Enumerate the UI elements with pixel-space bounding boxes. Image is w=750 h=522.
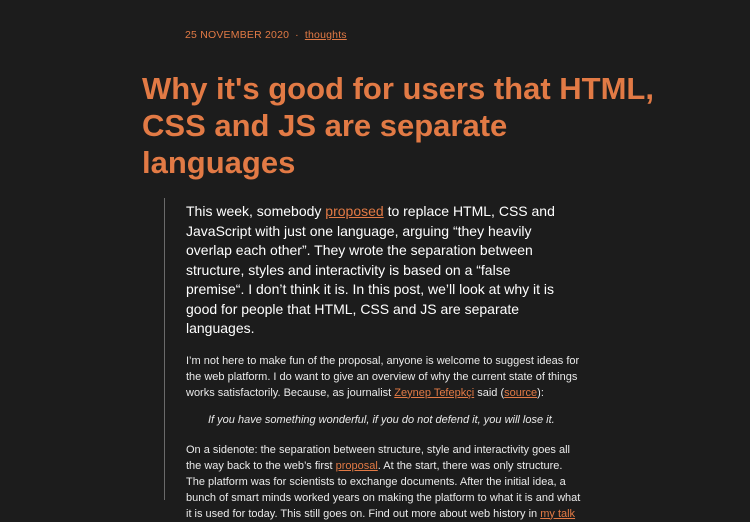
sidenote-paragraph [186, 442, 581, 522]
post-date: 25 NOVEMBER 2020 [185, 29, 290, 41]
proposed-link[interactable]: proposed [325, 203, 384, 219]
sidenote-text-2: . At the start, there was only structure. The platform was for scientists to exchange documents. After the initial idea, a bunch of smart minds worked years on making the platform to what it is and what it is used for today. This still goes on. Find out more about web history in [186, 459, 581, 520]
lede-text-2: to replace HTML, CSS and JavaScript with just one language, arguing “they heavily overlap each other”. They wrote the separation between structure, styles and interactivity is based on a “false premise“. I don’t think it is. In this post, we’ll look at why it is good for people that HTML, CSS and JS are separate languages. [186, 203, 555, 336]
author-link[interactable]: Zeynep Tefepkçi [394, 386, 475, 399]
intro-text-2: said ( [474, 386, 505, 399]
post-title: Why it's good for users that HTML, CSS and JS are separate languages [142, 71, 654, 180]
sidenote-text-1: On a sidenote: the separation between structure, style and interactivity goes all the way back to the web’s first [186, 443, 570, 472]
intro-text-3: ): [537, 386, 544, 399]
post-meta [185, 29, 347, 41]
intro-paragraph [186, 353, 581, 401]
meta-separator: · [295, 29, 299, 41]
lede-paragraph [186, 198, 566, 339]
block-quote: If you have something wonderful, if you do not defend it, you will lose it. [208, 413, 555, 426]
proposal-link[interactable]: proposal [335, 459, 378, 472]
source-link[interactable]: source [504, 386, 538, 399]
category-link[interactable]: thoughts [304, 29, 347, 41]
talk-link[interactable]: my talk [540, 507, 576, 520]
post-body [164, 198, 584, 520]
lede-text-1: This week, somebody [186, 203, 326, 219]
intro-text-1: I’m not here to make fun of the proposal, anyone is welcome to suggest ideas for the web platform. I do want to give an overview of why the current state of things works satisfactorily. Because, as journalist [186, 354, 580, 399]
